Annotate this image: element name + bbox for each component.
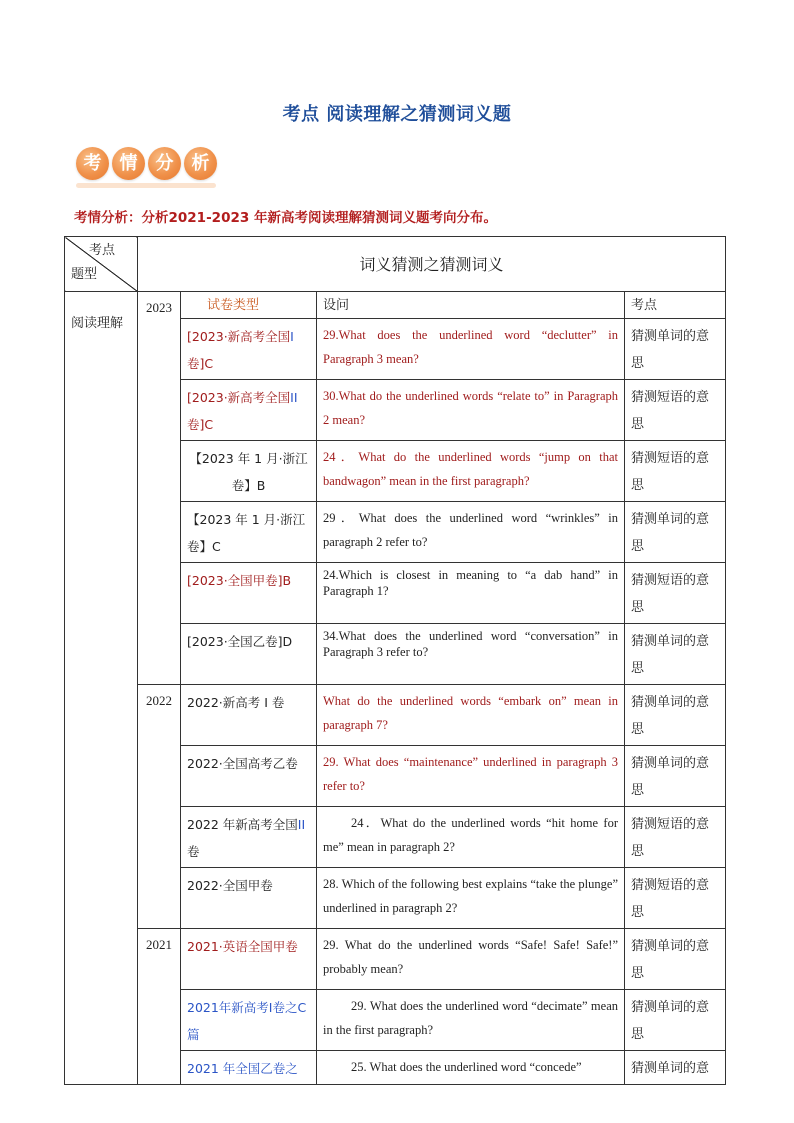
source-cell: [2023·全国乙卷]D — [181, 624, 317, 685]
table-header-row — [65, 237, 726, 292]
question-cell: 29. What does the underlined word “decimate” mean in the first paragraph? — [317, 990, 625, 1051]
point-cell: 猜测单词的意思 — [625, 502, 726, 563]
badge-char-2: 情 — [112, 147, 145, 180]
point-cell: 猜测单词的意思 — [625, 746, 726, 807]
point-cell: 猜测短语的意思 — [625, 441, 726, 502]
table-row — [65, 685, 726, 746]
source-cell: [2023·全国甲卷]B — [181, 563, 317, 624]
point-cell: 猜测单词的意思 — [625, 990, 726, 1051]
badge-underline — [76, 183, 216, 188]
question-cell: 25. What does the underlined word “concede” — [317, 1051, 625, 1085]
question-cell: 24．What do the underlined words “hit home for me” mean in paragraph 2? — [317, 807, 625, 868]
source-cell: 2021·英语全国甲卷 — [181, 929, 317, 990]
point-cell: 猜测单词的意思 — [625, 319, 726, 380]
badge-char-1: 考 — [76, 147, 109, 180]
question-cell: 24.Which is closest in meaning to “a dab hand” in Paragraph 1? — [317, 563, 625, 624]
source-cell: 2022·新高考 I 卷 — [181, 685, 317, 746]
col-header-question: 设问 — [317, 292, 625, 319]
main-header: 词义猜测之猜测词义 — [138, 237, 726, 292]
section-badge — [74, 145, 224, 189]
source-cell: [2023·新高考全国I卷]C — [181, 319, 317, 380]
diagonal-header-cell — [65, 237, 138, 292]
point-cell: 猜测短语的意思 — [625, 380, 726, 441]
source-cell: [2023·新高考全国II卷]C — [181, 380, 317, 441]
page-title: 考点 阅读理解之猜测词义题 — [282, 104, 512, 125]
year-cell-2023: 2023 — [138, 292, 181, 685]
source-cell: 【2023 年 1 月·浙江卷】C — [181, 502, 317, 563]
table-row — [65, 292, 726, 319]
point-cell: 猜测单词的意思 — [625, 929, 726, 990]
analysis-subtitle: 考情分析：分析2021-2023 年新高考阅读理解猜测词义题考向分布。 — [74, 210, 497, 226]
source-cell: 2022 年新高考全国II卷 — [181, 807, 317, 868]
badge-char-4: 析 — [184, 147, 217, 180]
table-row — [65, 929, 726, 990]
diag-label-point: 考点 — [88, 243, 115, 258]
question-cell: 29．What does the underlined word “wrinkles” in paragraph 2 refer to? — [317, 502, 625, 563]
question-cell: 24．What do the underlined words “jump on that bandwagon” mean in the first paragraph? — [317, 441, 625, 502]
source-cell: 2021 年全国乙卷之 — [181, 1051, 317, 1085]
point-cell: 猜测单词的意思 — [625, 624, 726, 685]
source-cell: 2022·全国高考乙卷 — [181, 746, 317, 807]
point-cell: 猜测单词的意 — [625, 1051, 726, 1085]
category-cell: 阅读理解 — [65, 292, 138, 1085]
source-cell: 2021年新高考I卷之C 篇 — [181, 990, 317, 1051]
question-cell: 30.What do the underlined words “relate to” in Paragraph 2 mean? — [317, 380, 625, 441]
col-header-paper: 试卷类型 — [181, 292, 317, 319]
question-cell: 28. Which of the following best explains “take the plunge” underlined in paragraph 2? — [317, 868, 625, 929]
year-cell-2022: 2022 — [138, 685, 181, 929]
col-header-point: 考点 — [625, 292, 726, 319]
question-cell: 29.What does the underlined word “declutter” in Paragraph 3 mean? — [317, 319, 625, 380]
diag-label-type: 题型 — [71, 267, 98, 282]
question-cell: 34.What does the underlined word “conversation” in Paragraph 3 refer to? — [317, 624, 625, 685]
year-cell-2021: 2021 — [138, 929, 181, 1085]
point-cell: 猜测单词的意思 — [625, 685, 726, 746]
point-cell: 猜测短语的意思 — [625, 807, 726, 868]
badge-char-3: 分 — [148, 147, 181, 180]
question-cell: 29. What do the underlined words “Safe! Safe! Safe!” probably mean? — [317, 929, 625, 990]
question-cell: What do the underlined words “embark on” mean in paragraph 7? — [317, 685, 625, 746]
question-cell: 29. What does “maintenance” underlined in paragraph 3 refer to? — [317, 746, 625, 807]
source-cell: 2022·全国甲卷 — [181, 868, 317, 929]
source-cell: 【2023 年 1 月·浙江卷】B — [181, 441, 317, 502]
analysis-table — [64, 236, 726, 1085]
point-cell: 猜测短语的意思 — [625, 868, 726, 929]
point-cell: 猜测短语的意思 — [625, 563, 726, 624]
